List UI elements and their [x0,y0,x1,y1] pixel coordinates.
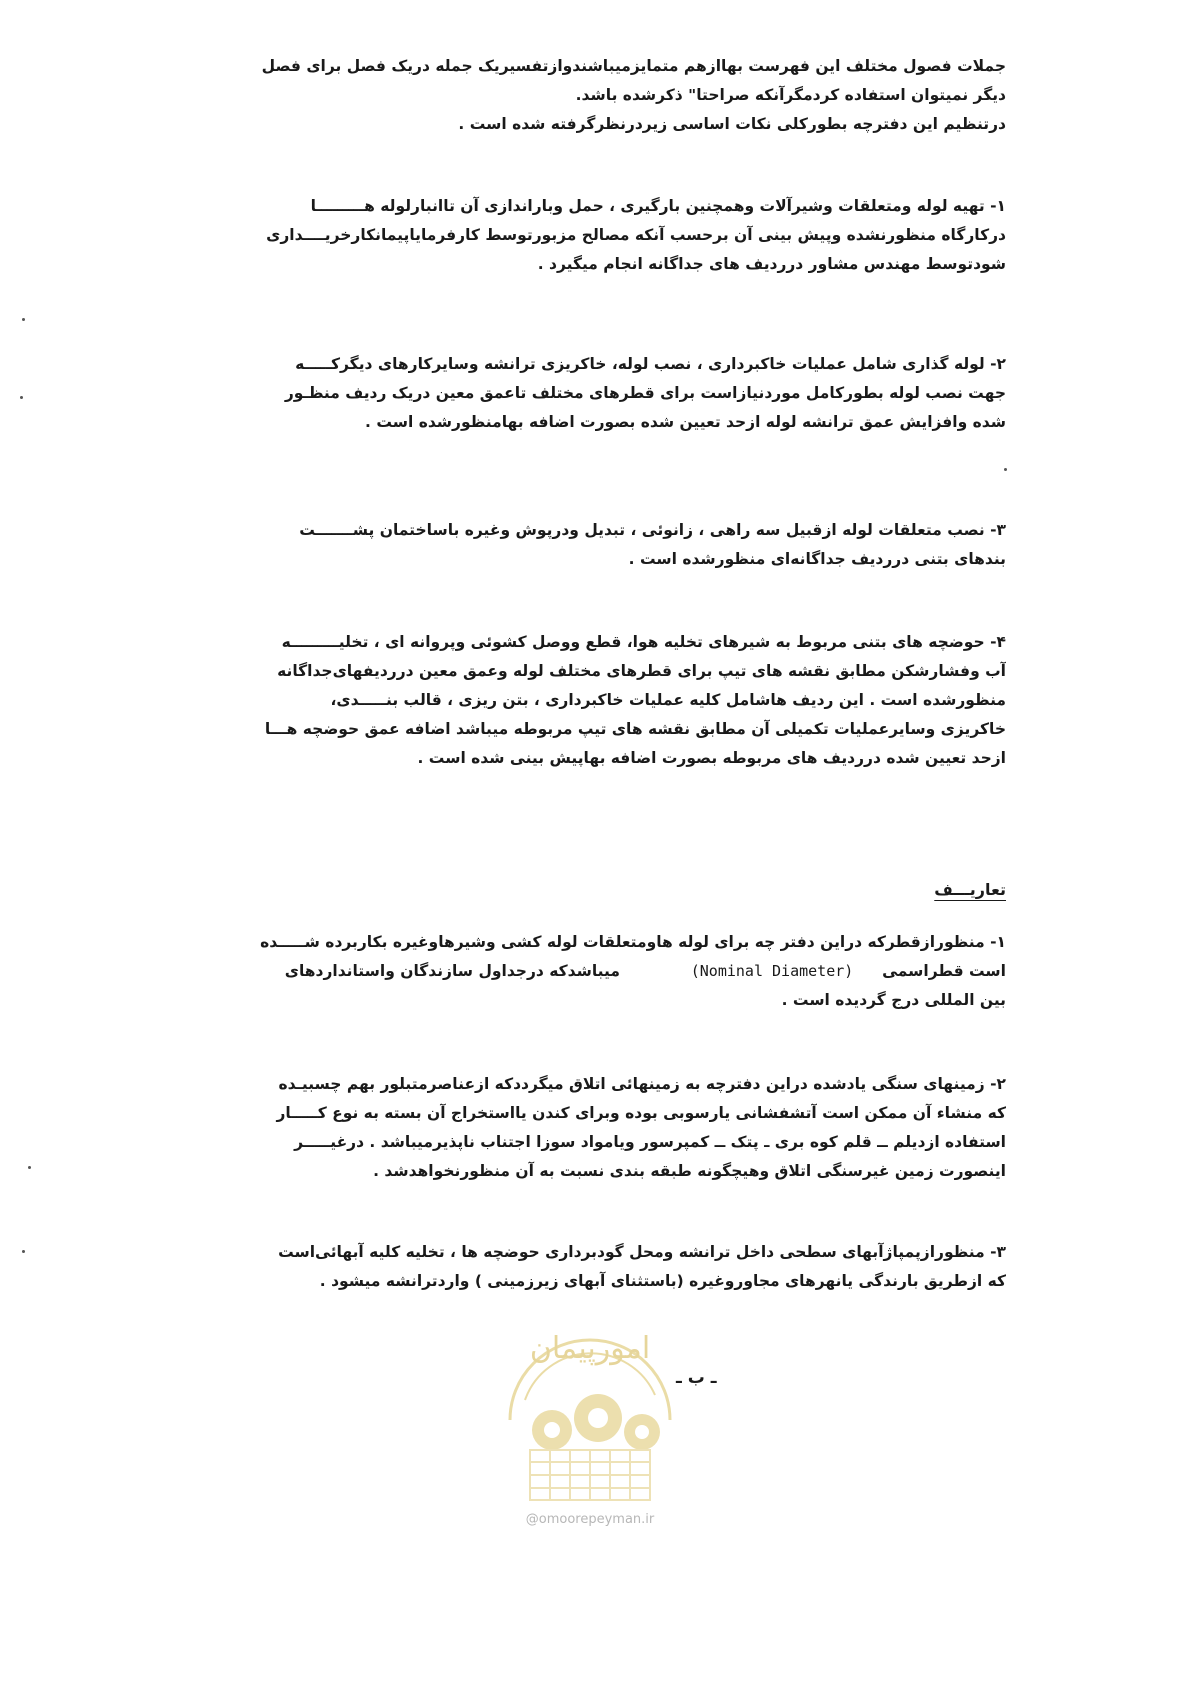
item-3-line-2: بندهای بتنی درردیف جداگانه‌ای منظورشده است . [628,550,1006,568]
item-2-line-1: ۲- لوله گذاری شامل عملیات خاکبرداری ، نصب لوله، خاکریزی ترانشه وسایرکارهای دیگرکـــــه [295,355,1006,373]
item-4 [216,628,1006,773]
page-mark: ـ ب ـ [676,1368,717,1388]
definition-2-line-1: ۲- زمینهای سنگی یادشده دراین دفترچه به زمینهائی اتلاق میگرددکه ازعناصرمتبلور بهم چسبیـده [278,1075,1006,1093]
definition-2-line-3: استفاده ازدیلم ــ قلم کوه بری ـ پتک ــ کمپرسور ویامواد سوزا اجتناب ناپذیرمیباشد . درغیـــــر [294,1133,1006,1151]
item-2 [216,350,1006,437]
item-1-line-2: درکارگاه منظورنشده وپیش بینی آن برحسب آنکه مصالح مزبورتوسط کارفرمایاپیمانکارخریــــداری [266,226,1006,244]
watermark-logo-text: امورپیمان [529,1331,651,1366]
watermark-url: @omoorepeyman.ir [525,1512,655,1527]
item-3-line-1: ۳- نصب متعلقات لوله ازقبیل سه راهی ، زانوئی ، تبدیل ودرپوش وغیره باساختمان پشـــــــت [299,521,1006,539]
watermark [490,1300,690,1530]
intro-line-2: دیگر نمیتوان استفاده کردمگرآنکه صراحتا" ذکرشده باشد. [575,86,1006,104]
definition-1-line-2 [216,957,1006,986]
definition-2-line-4: اینصورت زمین غیرسنگی اتلاق وهیچگونه طبقه بندی نسبت به آن منظورنخواهدشد . [373,1162,1006,1180]
watermark-logo-icon [490,1300,690,1510]
definition-2-line-2: که منشاء آن ممکن است آتشفشانی یارسوبی بوده وبرای کندن یااستخراج آن بسته به نوع کـــــار [276,1104,1006,1122]
definition-1-line-2-end: میباشدکه درجداول سازندگان واستانداردهای [284,962,620,980]
scan-speck [22,1250,25,1253]
definition-2 [216,1070,1006,1186]
definitions-heading: تعاریـــف [934,880,1006,899]
definition-3-line-2: که ازطریق بارندگی یانهرهای مجاوروغیره (باستثنای آبهای زیرزمینی ) واردترانشه میشود . [319,1272,1006,1290]
item-4-line-1: ۴- حوضچه های بتنی مربوط به شیرهای تخلیه هوا، قطع ووصل کشوئی وپروانه ای ، تخلیـــــــــه [281,633,1006,651]
scan-speck [1004,468,1007,471]
definition-1 [216,928,1006,1015]
item-4-line-2: آب وفشارشکن مطابق نقشه های تیپ برای قطرهای مختلف لوله وعمق معین درردیفهای‌جداگانه [277,662,1006,680]
item-1-line-3: شودتوسط مهندس مشاور درردیف های جداگانه انجام میگیرد . [537,255,1006,273]
intro-paragraph [216,52,1006,139]
scan-speck [28,1166,31,1169]
intro-line-3: درتنظیم این دفترچه بطورکلی نکات اساسی زیردرنظرگرفته شده است . [458,115,1006,133]
definition-3-line-1: ۳- منظورازپمپاژآبهای سطحی داخل ترانشه ومحل گودبرداری حوضچه ها ، تخلیه کلیه آبهائی‌است [278,1243,1006,1261]
definition-1-line-2-start: است قطراسمی [882,962,1006,980]
intro-line-1: جملات فصول مختلف این فهرست بهاازهم متمایزمیباشندوازتفسیریک جمله دریک فصل برای فصل [261,57,1006,75]
definition-3 [216,1238,1006,1296]
definition-1-line-3: بین المللی درج گردیده است . [781,991,1006,1009]
scan-speck [20,396,23,399]
item-3 [216,516,1006,574]
item-4-line-5: ازحد تعیین شده درردیف های مربوطه بصورت اضافه بهاپیش بینی شده است . [417,749,1006,767]
item-2-line-2: جهت نصب لوله بطورکامل موردنیازاست برای قطرهای مختلف تاعمق معین دریک ردیف منظـور [284,384,1006,402]
item-2-line-3: شده وافزایش عمق ترانشه لوله ازحد تعیین شده بصورت اضافه بهامنظورشده است . [365,413,1006,431]
nominal-diameter-term: (Nominal Diameter) [690,962,854,980]
definition-1-line-1: ۱- منظورازقطرکه دراین دفتر چه برای لوله هاومتعلقات لوله کشی وشیرهاوغیره بکاربرده شـــــده [260,933,1006,951]
item-1 [216,192,1006,279]
item-1-line-1: ۱- تهیه لوله ومتعلقات وشیرآلات وهمچنین بارگیری ، حمل وباراندازی آن تاانبارلوله هـــــــــا [310,197,1006,215]
item-4-line-4: خاکریزی وسایرعملیات تکمیلی آن مطابق نقشه های تیپ مربوطه میباشد اضافه عمق حوضچه هـــا [264,720,1006,738]
item-4-line-3: منظورشده است . این ردیف هاشامل کلیه عملیات خاکبرداری ، بتن ریزی ، قالب بنـــــدی، [330,691,1006,709]
scan-speck [22,318,25,321]
